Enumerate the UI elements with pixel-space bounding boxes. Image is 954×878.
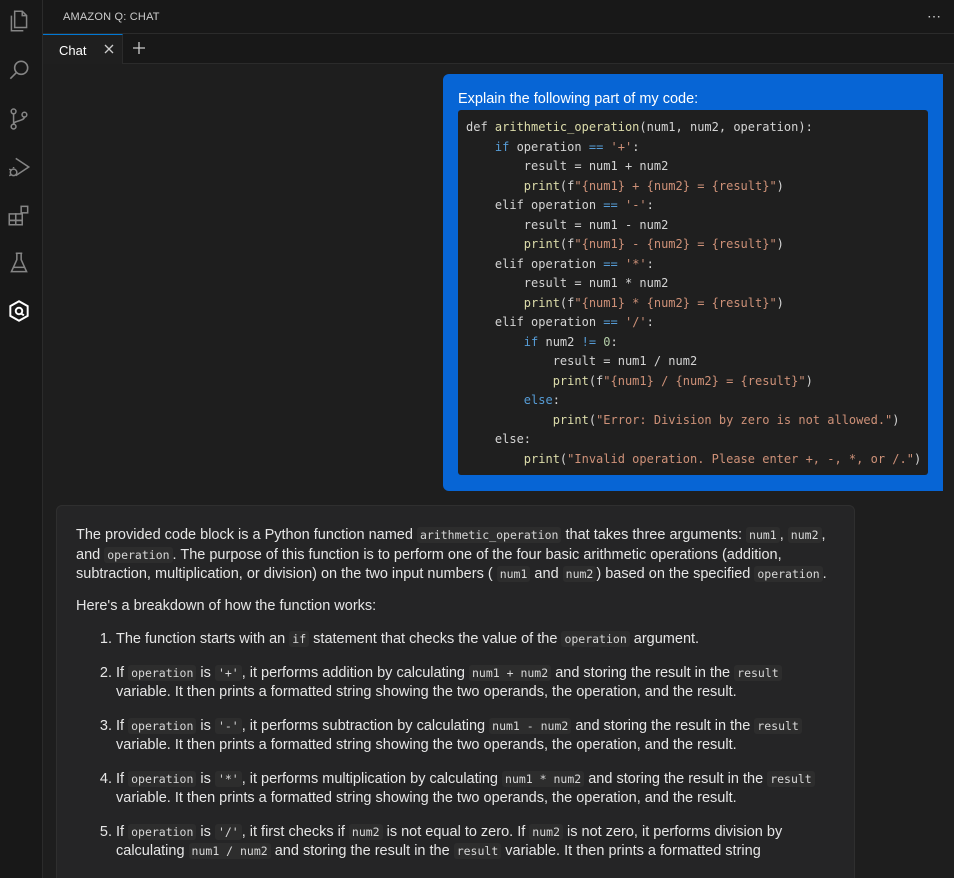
breakdown-heading: Here's a breakdown of how the function works: [76, 597, 377, 614]
inline-code: if [289, 631, 309, 647]
inline-code: operation [754, 566, 822, 582]
code-token: != [581, 334, 597, 349]
code-block [458, 110, 928, 475]
breakdown-step [116, 664, 836, 703]
inline-code: num2 [788, 527, 822, 543]
inline-code: num2 [563, 566, 597, 582]
source-control-icon[interactable] [4, 104, 34, 134]
inline-code: num2 [529, 824, 563, 840]
panel-title: AMAZON Q: CHAT [63, 11, 160, 23]
code-token [466, 237, 524, 251]
code-token: (f [559, 178, 575, 193]
inline-code: arithmetic_operation [417, 527, 561, 543]
breakdown-step [116, 630, 836, 650]
text-span: is not equal to zero. If [382, 823, 530, 840]
text-span: is [196, 717, 215, 734]
text-span: , it first checks if [241, 823, 349, 840]
inline-code: num1 [497, 566, 531, 582]
code-token: ) [776, 237, 784, 251]
code-token: def [466, 120, 495, 134]
code-line [466, 138, 928, 158]
text-span: . The purpose of this function is to perform one of the four basic arithmetic operations (addition, subtraction, multiplication, or division) on the two input numbers ( [76, 546, 782, 582]
inline-code: operation [128, 824, 196, 840]
code-line [466, 216, 928, 236]
code-token: "{num1} - {num2} = {result}" [574, 237, 777, 251]
code-token [618, 198, 625, 212]
code-line [466, 333, 928, 353]
text-span: and storing the result in the [584, 770, 768, 787]
code-token: print [523, 237, 560, 251]
user-message-text: Explain the following part of my code: [458, 91, 699, 107]
code-line [466, 274, 928, 294]
code-token: : [646, 198, 654, 212]
user-message [443, 74, 943, 491]
code-token: print [523, 178, 560, 193]
activity-bar [0, 0, 43, 878]
text-span: The function starts with an [116, 631, 290, 647]
code-token [466, 413, 553, 427]
inline-code: operation [561, 631, 629, 647]
code-token: ) [776, 178, 784, 193]
text-span: ) based on the specified [596, 566, 755, 582]
inline-code: result [767, 771, 815, 787]
code-token: (num1, num2, operation): [639, 120, 813, 134]
code-token: ) [892, 412, 900, 427]
code-token: print [552, 412, 589, 427]
code-token: == [588, 139, 604, 154]
code-token [603, 140, 610, 154]
code-token: result = num1 * num2 [466, 276, 669, 290]
code-token: if [494, 139, 510, 154]
text-span: argument. [629, 631, 700, 647]
code-token: num2 [538, 334, 582, 349]
breakdown-step [116, 823, 836, 862]
code-token: : [610, 334, 618, 349]
inline-code: num1 * num2 [502, 771, 584, 787]
text-span: . [822, 566, 827, 582]
inline-code: num1 / num2 [189, 843, 271, 859]
inline-code: operation [104, 547, 172, 563]
tab-chat[interactable] [43, 34, 123, 64]
code-token: == [603, 315, 618, 329]
inline-code: operation [128, 665, 196, 681]
text-span: , it performs addition by calculating [241, 664, 469, 681]
code-token: elif operation [466, 198, 604, 212]
code-token: '-' [624, 198, 647, 212]
code-token: : [632, 139, 640, 154]
panel-header [43, 0, 954, 34]
code-token: print [523, 295, 560, 310]
text-span: , and [76, 527, 826, 563]
code-token: : [552, 393, 560, 407]
code-token: "Error: Division by zero is not allowed." [596, 412, 893, 427]
code-token: ( [588, 412, 597, 427]
run-debug-icon[interactable] [4, 152, 34, 182]
code-token [466, 452, 524, 466]
text-span: If [116, 770, 129, 787]
text-span: If [116, 823, 129, 840]
text-span: variable. It then prints a formatted string [501, 843, 761, 859]
code-token: '*' [624, 256, 647, 271]
code-token: operation [509, 139, 589, 154]
code-token: if [523, 334, 539, 349]
text-span: The provided code block is a Python function named [76, 527, 417, 543]
code-token: elif operation [466, 315, 604, 329]
code-token [618, 257, 625, 271]
inline-code: operation [128, 718, 196, 734]
code-token [466, 140, 495, 154]
code-line [466, 294, 928, 314]
code-line [466, 450, 928, 470]
code-token: else: [466, 432, 532, 446]
text-span: that takes three arguments: [561, 527, 747, 543]
code-line [466, 313, 928, 333]
tab-chat-label: Chat [59, 43, 87, 58]
chat-area [43, 64, 954, 878]
code-token: (f [559, 295, 575, 310]
code-token: "{num1} / {num2} = {result}" [603, 373, 806, 388]
code-token [466, 296, 524, 310]
code-token [466, 179, 524, 193]
amazon-q-icon[interactable] [4, 296, 34, 326]
code-token: : [646, 256, 654, 271]
code-token: ) [776, 295, 784, 310]
code-token: ( [559, 451, 568, 466]
inline-code: num1 + num2 [469, 665, 551, 681]
text-span: , [779, 527, 788, 543]
ellipsis-icon[interactable]: ⋯ [927, 8, 941, 24]
text-span: and storing the result in the [571, 717, 755, 734]
code-line [466, 118, 928, 138]
search-icon[interactable] [4, 55, 34, 85]
code-token: (f [588, 373, 604, 388]
code-line [466, 157, 928, 177]
inline-code: num2 [349, 824, 383, 840]
code-token: elif operation [466, 256, 604, 271]
code-token: "{num1} + {num2} = {result}" [574, 178, 777, 193]
code-line [466, 352, 928, 372]
text-span: If [116, 717, 129, 734]
code-token: "{num1} * {num2} = {result}" [574, 295, 777, 310]
code-line [466, 255, 928, 275]
code-line [466, 391, 928, 411]
code-token [466, 335, 524, 349]
assistant-message [56, 505, 855, 878]
code-token: arithmetic_operation [494, 120, 640, 134]
close-icon[interactable] [101, 41, 117, 57]
text-span: is [196, 770, 215, 787]
code-token: == [603, 256, 618, 271]
code-token: result = num1 / num2 [466, 354, 698, 368]
code-token: == [603, 198, 618, 212]
inline-code: result [454, 843, 502, 859]
breakdown-step [116, 770, 836, 809]
inline-code: result [734, 665, 782, 681]
tab-bar [43, 34, 954, 64]
code-line [466, 430, 928, 450]
inline-code: '+' [215, 665, 242, 681]
code-token: (f [559, 237, 575, 251]
code-line [466, 372, 928, 392]
text-span: and storing the result in the [270, 843, 454, 859]
code-line [466, 411, 928, 431]
extensions-icon[interactable] [4, 200, 34, 230]
add-tab-icon[interactable] [131, 40, 147, 56]
text-span: variable. It then prints a formatted string showing the two operands, the operation, and the result. [116, 737, 737, 753]
text-span: is not zero, it performs division by calculating [116, 823, 783, 859]
inline-code: '/' [215, 824, 242, 840]
code-line [466, 177, 928, 197]
code-token: "Invalid operation. Please enter +, -, *, or /." [567, 451, 914, 466]
code-token [618, 315, 625, 329]
code-line [466, 235, 928, 255]
code-token: ) [913, 451, 922, 466]
text-span: and storing the result in the [551, 664, 735, 681]
text-span: is [196, 664, 215, 681]
breakdown-list [76, 630, 836, 862]
text-span: is [196, 823, 215, 840]
code-token [466, 374, 553, 388]
code-line [466, 196, 928, 216]
code-token: else [523, 393, 553, 407]
inline-code: '-' [215, 718, 242, 734]
code-token: ) [805, 373, 813, 388]
inline-code: num1 - num2 [489, 718, 571, 734]
code-token: print [523, 451, 560, 466]
inline-code: num1 [746, 527, 780, 543]
code-token: '+' [610, 139, 633, 154]
text-span: and [530, 566, 563, 582]
code-token: 0 [603, 334, 611, 349]
answer-intro [76, 526, 836, 585]
text-span: If [116, 664, 129, 681]
inline-code: operation [128, 771, 196, 787]
code-token: result = num1 - num2 [466, 217, 669, 232]
breakdown-step [116, 717, 836, 756]
code-token: result = num1 + num2 [466, 159, 669, 173]
text-span: variable. It then prints a formatted string showing the two operands, the operation, and the result. [116, 790, 737, 806]
inline-code: '*' [215, 771, 242, 787]
explorer-icon[interactable] [4, 6, 34, 36]
text-span: , it performs multiplication by calculating [241, 770, 503, 787]
text-span: , it performs subtraction by calculating [241, 717, 490, 734]
code-token: : [646, 315, 654, 329]
code-token: print [552, 373, 589, 388]
text-span: variable. It then prints a formatted string showing the two operands, the operation, and the result. [116, 684, 737, 700]
code-token: '/' [624, 315, 647, 329]
inline-code: result [754, 718, 802, 734]
text-span: statement that checks the value of the [309, 631, 562, 647]
testing-icon[interactable] [4, 248, 34, 278]
code-token [466, 393, 524, 407]
